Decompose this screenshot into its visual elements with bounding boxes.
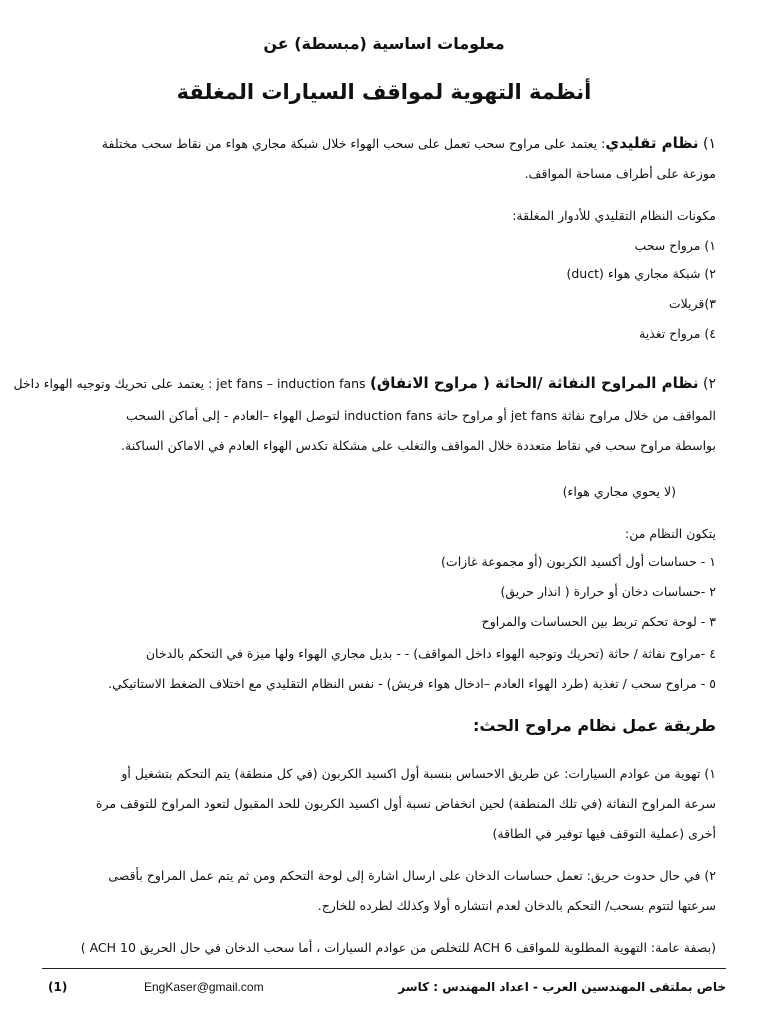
section2-number: ٢): [703, 376, 716, 392]
page-number: (1): [48, 980, 68, 994]
section1-label: نظام تقليدي: [605, 134, 699, 152]
section2-label: نظام المراوح النفاثة /الحاثة ( مراوح الانفاق): [370, 374, 699, 392]
footer-divider: [42, 968, 726, 969]
operation-p1-line3: أخرى (عملية التوقف فيها توفير في الطاقة): [492, 826, 716, 841]
operation-p2-line2: سرعتها لتتوم بسحب/ التحكم بالدخان لعدم انتشاره أولا وكذلك لطرده للخارج.: [317, 898, 716, 913]
operation-p1-line1: ١) تهوية من عوادم السيارات: عن طريق الاحساس بنسبة أول اكسيد الكربون (في كل منطقة) يتم التحكم بتشغيل أو: [121, 766, 716, 781]
footer-email: EngKaser@gmail.com: [144, 980, 264, 994]
components-heading: مكونات النظام التقليدي للأدوار المغلقة:: [512, 208, 716, 223]
operation-p2-line1: ٢) في حال حدوث حريق: تعمل حساسات الدخان على ارسال اشارة إلى لوحة التحكم ومن ثم يتم عمل المراوح بأقصى: [108, 868, 716, 883]
section1-number: ١): [703, 136, 716, 152]
section2-line1-rest: jet fans – induction fans : يعتمد على تحريك وتوجيه الهواء داخل: [13, 376, 366, 391]
system-part-1: ١ - حساسات أول أكسيد الكربون (أو مجموعة غازات): [441, 554, 716, 569]
system-part-5: ٥ - مراوح سحب / تغذية (طرد الهواء العادم –ادخال هواء فريش) - نفس النظام التقليدي مع اختلاف الضغط الاستاتيكي.: [108, 676, 716, 691]
pre-title: معلومات اساسية (مبسطة) عن: [263, 34, 505, 53]
section1-intro-line1: : يعتمد على مراوح سحب تعمل على سحب الهواء خلال شبكة مجاري هواء من نقاط سحب مختلفة: [101, 136, 606, 151]
operation-p1-line2: سرعة المراوح النفاثة (في تلك المنطقة) لحين انخفاض نسبة أول اكسيد الكربون للحد المقبول لتعود المراوح للتوقف مرة: [95, 796, 716, 811]
component-item-4: ٤) مرواح تغذية: [639, 326, 716, 341]
component-item-3: ٣)قريلات: [668, 296, 716, 311]
system-part-4: ٤ -مراوح نفاثة / حاثة (تحريك وتوجيه الهواء داخل المواقف) - - بديل مجاري الهواء ولها ميزة في التحكم بالدخان: [145, 646, 716, 661]
section2-note: (لا يحوي مجاري هواء): [562, 484, 676, 499]
component-item-1: ١) مرواح سحب: [634, 238, 716, 253]
page-footer: [42, 980, 726, 1000]
page-title: أنظمة التهوية لمواقف السيارات المغلقة: [176, 80, 592, 104]
component-item-2: ٢) شبكة مجاري هواء (duct): [566, 266, 716, 281]
section1-intro-line2: موزعة على أطراف مساحة المواقف.: [524, 166, 716, 181]
section2-heading-line: [13, 374, 716, 392]
system-part-3: ٣ - لوحة تحكم تربط بين الحساسات والمراوح: [481, 614, 716, 629]
section2-line3: بواسطة مراوح سحب في نقاط متعددة خلال المواقف والتغلب على مشكلة تكدس الهواء العادم في الاماكن الساكنة.: [121, 438, 716, 453]
section1-heading-line: [52, 134, 716, 152]
ventilation-summary: (بصفة عامة: التهوية المطلوبة للمواقف 6 ACH للتخلص من عوادم السيارات ، أما سحب الدخان في حال الحريق 10 ACH ): [80, 940, 716, 955]
footer-credit: خاص بملتقى المهندسين العرب - اعداد المهندس : كاسر: [398, 980, 726, 994]
system-part-2: ٢ -حساسات دخان أو حرارة ( انذار حريق): [500, 584, 716, 599]
section2-line2: المواقف من خلال مراوح نفاثة jet fans أو مراوح حاثة induction fans لتوصل الهواء –العادم - إلى أماكن السحب: [126, 408, 716, 423]
consists-heading: يتكون النظام من:: [624, 526, 716, 541]
operation-heading: طريقة عمل نظام مراوح الحث:: [473, 716, 716, 735]
